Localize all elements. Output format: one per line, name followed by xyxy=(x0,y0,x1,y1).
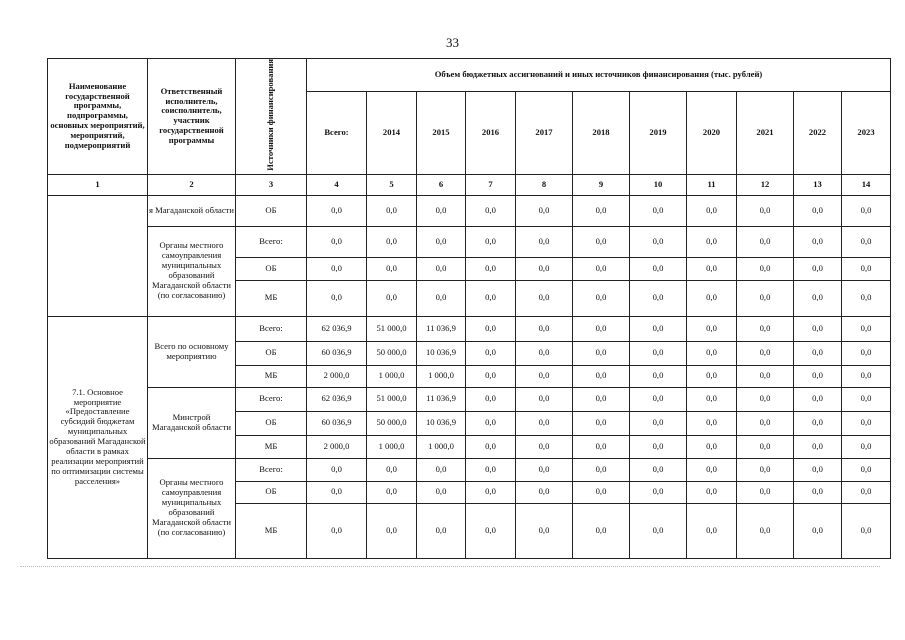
amount-cell: 0,0 xyxy=(842,226,891,257)
header-year-2022: 2022 xyxy=(794,92,842,175)
amount-cell: 0,0 xyxy=(466,503,516,558)
header-year-2017: 2017 xyxy=(516,92,573,175)
amount-cell: 0,0 xyxy=(687,365,737,387)
amount-cell: 0,0 xyxy=(516,226,573,257)
amount-cell: 0,0 xyxy=(630,387,687,411)
amount-cell: 0,0 xyxy=(842,503,891,558)
funding-source-cell: МБ xyxy=(236,503,307,558)
amount-cell: 0,0 xyxy=(737,341,794,365)
amount-cell: 0,0 xyxy=(367,503,417,558)
amount-cell: 0,0 xyxy=(630,226,687,257)
amount-cell: 0,0 xyxy=(737,481,794,503)
amount-cell: 0,0 xyxy=(417,481,466,503)
amount-cell: 0,0 xyxy=(466,387,516,411)
amount-cell: 0,0 xyxy=(516,411,573,435)
amount-cell: 1 000,0 xyxy=(417,365,466,387)
amount-cell: 0,0 xyxy=(842,316,891,341)
amount-cell: 0,0 xyxy=(794,316,842,341)
amount-cell: 11 036,9 xyxy=(417,387,466,411)
amount-cell: 51 000,0 xyxy=(367,387,417,411)
amount-cell: 0,0 xyxy=(573,341,630,365)
amount-cell: 0,0 xyxy=(516,435,573,458)
amount-cell: 0,0 xyxy=(417,257,466,280)
amount-cell: 0,0 xyxy=(367,226,417,257)
column-number: 11 xyxy=(687,174,737,195)
header-year-2019: 2019 xyxy=(630,92,687,175)
amount-cell: 10 036,9 xyxy=(417,341,466,365)
amount-cell: 0,0 xyxy=(794,411,842,435)
funding-source-cell: Всего: xyxy=(236,458,307,481)
amount-cell: 0,0 xyxy=(516,341,573,365)
amount-cell: 0,0 xyxy=(573,411,630,435)
amount-cell: 0,0 xyxy=(573,435,630,458)
column-number: 14 xyxy=(842,174,891,195)
amount-cell: 0,0 xyxy=(794,226,842,257)
responsible-cell: Минстрой Магаданской области xyxy=(148,387,236,458)
amount-cell: 0,0 xyxy=(516,503,573,558)
amount-cell: 0,0 xyxy=(737,195,794,226)
header-volume: Объем бюджетных ассигнований и иных источников финансирования (тыс. рублей) xyxy=(307,59,891,92)
amount-cell: 0,0 xyxy=(737,257,794,280)
amount-cell: 0,0 xyxy=(466,195,516,226)
table-row xyxy=(48,316,891,341)
column-number: 1 xyxy=(48,174,148,195)
amount-cell: 0,0 xyxy=(630,316,687,341)
amount-cell: 0,0 xyxy=(794,365,842,387)
amount-cell: 0,0 xyxy=(307,503,367,558)
amount-cell: 0,0 xyxy=(842,341,891,365)
column-number: 5 xyxy=(367,174,417,195)
amount-cell: 0,0 xyxy=(842,411,891,435)
amount-cell: 0,0 xyxy=(842,458,891,481)
amount-cell: 60 036,9 xyxy=(307,341,367,365)
amount-cell: 0,0 xyxy=(516,481,573,503)
amount-cell: 0,0 xyxy=(367,458,417,481)
amount-cell: 0,0 xyxy=(687,481,737,503)
funding-source-cell: МБ xyxy=(236,365,307,387)
amount-cell: 0,0 xyxy=(794,503,842,558)
amount-cell: 0,0 xyxy=(794,341,842,365)
amount-cell: 0,0 xyxy=(573,458,630,481)
amount-cell: 0,0 xyxy=(687,458,737,481)
responsible-cell: Органы местного самоуправления муниципальных образований Магаданской области (по согласованию) xyxy=(148,226,236,316)
amount-cell: 62 036,9 xyxy=(307,387,367,411)
amount-cell: 0,0 xyxy=(737,435,794,458)
budget-table xyxy=(47,58,891,559)
amount-cell: 0,0 xyxy=(516,280,573,316)
amount-cell: 0,0 xyxy=(307,481,367,503)
amount-cell: 0,0 xyxy=(630,435,687,458)
funding-source-cell: ОБ xyxy=(236,195,307,226)
amount-cell: 0,0 xyxy=(367,481,417,503)
column-number: 7 xyxy=(466,174,516,195)
header-sources-label: Источники финансирования xyxy=(265,59,276,171)
header-total: Всего: xyxy=(307,92,367,175)
amount-cell: 0,0 xyxy=(307,458,367,481)
column-number: 9 xyxy=(573,174,630,195)
column-number: 13 xyxy=(794,174,842,195)
amount-cell: 0,0 xyxy=(737,387,794,411)
amount-cell: 10 036,9 xyxy=(417,411,466,435)
amount-cell: 0,0 xyxy=(737,316,794,341)
amount-cell: 0,0 xyxy=(466,435,516,458)
header-year-2015: 2015 xyxy=(417,92,466,175)
amount-cell: 0,0 xyxy=(516,257,573,280)
amount-cell: 0,0 xyxy=(794,387,842,411)
amount-cell: 0,0 xyxy=(842,280,891,316)
amount-cell: 0,0 xyxy=(466,481,516,503)
amount-cell: 0,0 xyxy=(687,280,737,316)
amount-cell: 0,0 xyxy=(307,195,367,226)
header-year-2020: 2020 xyxy=(687,92,737,175)
header-year-2023: 2023 xyxy=(842,92,891,175)
responsible-cell: Всего по основному мероприятию xyxy=(148,316,236,387)
amount-cell: 0,0 xyxy=(842,481,891,503)
page-number: 33 xyxy=(446,35,459,50)
funding-source-cell: ОБ xyxy=(236,257,307,280)
amount-cell: 0,0 xyxy=(417,280,466,316)
amount-cell: 0,0 xyxy=(687,411,737,435)
amount-cell: 0,0 xyxy=(687,435,737,458)
amount-cell: 60 036,9 xyxy=(307,411,367,435)
table-row xyxy=(48,195,891,226)
funding-source-cell: Всего: xyxy=(236,387,307,411)
column-number: 8 xyxy=(516,174,573,195)
amount-cell: 0,0 xyxy=(417,195,466,226)
measure-name-cell xyxy=(48,195,148,316)
amount-cell: 0,0 xyxy=(630,481,687,503)
amount-cell: 0,0 xyxy=(573,257,630,280)
column-number: 2 xyxy=(148,174,236,195)
amount-cell: 0,0 xyxy=(417,226,466,257)
amount-cell: 0,0 xyxy=(842,257,891,280)
amount-cell: 0,0 xyxy=(737,458,794,481)
amount-cell: 11 036,9 xyxy=(417,316,466,341)
amount-cell: 0,0 xyxy=(737,365,794,387)
amount-cell: 0,0 xyxy=(573,387,630,411)
amount-cell: 0,0 xyxy=(630,341,687,365)
amount-cell: 0,0 xyxy=(794,435,842,458)
funding-source-cell: МБ xyxy=(236,280,307,316)
header-year-2018: 2018 xyxy=(573,92,630,175)
amount-cell: 0,0 xyxy=(573,195,630,226)
amount-cell: 0,0 xyxy=(573,503,630,558)
amount-cell: 0,0 xyxy=(516,387,573,411)
column-number: 12 xyxy=(737,174,794,195)
amount-cell: 0,0 xyxy=(466,458,516,481)
amount-cell: 0,0 xyxy=(630,503,687,558)
amount-cell: 0,0 xyxy=(516,458,573,481)
amount-cell: 2 000,0 xyxy=(307,435,367,458)
amount-cell: 0,0 xyxy=(367,280,417,316)
amount-cell: 0,0 xyxy=(573,316,630,341)
header-sources xyxy=(236,59,307,175)
amount-cell: 0,0 xyxy=(687,226,737,257)
amount-cell: 0,0 xyxy=(466,341,516,365)
header-year-2014: 2014 xyxy=(367,92,417,175)
amount-cell: 0,0 xyxy=(630,257,687,280)
amount-cell: 0,0 xyxy=(842,387,891,411)
amount-cell: 0,0 xyxy=(737,226,794,257)
amount-cell: 0,0 xyxy=(573,280,630,316)
amount-cell: 0,0 xyxy=(307,280,367,316)
amount-cell: 0,0 xyxy=(794,458,842,481)
amount-cell: 0,0 xyxy=(466,411,516,435)
scan-artifact-line xyxy=(20,566,880,568)
amount-cell: 0,0 xyxy=(466,365,516,387)
column-number: 4 xyxy=(307,174,367,195)
amount-cell: 0,0 xyxy=(630,365,687,387)
amount-cell: 0,0 xyxy=(573,481,630,503)
amount-cell: 0,0 xyxy=(307,226,367,257)
amount-cell: 0,0 xyxy=(466,280,516,316)
amount-cell: 51 000,0 xyxy=(367,316,417,341)
amount-cell: 1 000,0 xyxy=(417,435,466,458)
column-number: 3 xyxy=(236,174,307,195)
funding-source-cell: МБ xyxy=(236,435,307,458)
amount-cell: 0,0 xyxy=(794,481,842,503)
amount-cell: 0,0 xyxy=(842,435,891,458)
amount-cell: 0,0 xyxy=(687,503,737,558)
table-row xyxy=(48,387,891,411)
amount-cell: 0,0 xyxy=(687,257,737,280)
amount-cell: 0,0 xyxy=(630,411,687,435)
funding-source-cell: Всего: xyxy=(236,316,307,341)
amount-cell: 2 000,0 xyxy=(307,365,367,387)
amount-cell: 50 000,0 xyxy=(367,411,417,435)
header-year-2021: 2021 xyxy=(737,92,794,175)
funding-source-cell: Всего: xyxy=(236,226,307,257)
column-number: 6 xyxy=(417,174,466,195)
amount-cell: 0,0 xyxy=(630,195,687,226)
amount-cell: 0,0 xyxy=(737,503,794,558)
amount-cell: 0,0 xyxy=(794,257,842,280)
amount-cell: 1 000,0 xyxy=(367,435,417,458)
amount-cell: 0,0 xyxy=(307,257,367,280)
responsible-cell: я Магаданской области xyxy=(148,195,236,226)
responsible-cell: Органы местного самоуправления муниципальных образований Магаданской области (по согласованию) xyxy=(148,458,236,558)
amount-cell: 1 000,0 xyxy=(367,365,417,387)
amount-cell: 0,0 xyxy=(737,280,794,316)
amount-cell: 0,0 xyxy=(630,280,687,316)
amount-cell: 0,0 xyxy=(466,257,516,280)
funding-source-cell: ОБ xyxy=(236,481,307,503)
table-row xyxy=(48,226,891,257)
header-name: Наименование государственной программы, подпрограммы, основных мероприятий, мероприятий, подмероприятий xyxy=(48,59,148,175)
amount-cell: 0,0 xyxy=(516,316,573,341)
amount-cell: 0,0 xyxy=(573,226,630,257)
amount-cell: 50 000,0 xyxy=(367,341,417,365)
amount-cell: 0,0 xyxy=(630,458,687,481)
amount-cell: 0,0 xyxy=(687,341,737,365)
funding-source-cell: ОБ xyxy=(236,341,307,365)
funding-source-cell: ОБ xyxy=(236,411,307,435)
amount-cell: 0,0 xyxy=(417,503,466,558)
amount-cell: 0,0 xyxy=(516,365,573,387)
amount-cell: 0,0 xyxy=(737,411,794,435)
amount-cell: 0,0 xyxy=(516,195,573,226)
table-row xyxy=(48,458,891,481)
amount-cell: 0,0 xyxy=(417,458,466,481)
header-responsible: Ответственный исполнитель, соисполнитель, участник государственной программы xyxy=(148,59,236,175)
amount-cell: 0,0 xyxy=(842,195,891,226)
amount-cell: 0,0 xyxy=(367,257,417,280)
amount-cell: 0,0 xyxy=(573,365,630,387)
amount-cell: 0,0 xyxy=(687,316,737,341)
amount-cell: 0,0 xyxy=(687,195,737,226)
amount-cell: 0,0 xyxy=(367,195,417,226)
amount-cell: 0,0 xyxy=(466,226,516,257)
amount-cell: 0,0 xyxy=(842,365,891,387)
column-number: 10 xyxy=(630,174,687,195)
amount-cell: 62 036,9 xyxy=(307,316,367,341)
amount-cell: 0,0 xyxy=(466,316,516,341)
header-year-2016: 2016 xyxy=(466,92,516,175)
measure-name-cell: 7.1. Основное мероприятие «Предоставление субсидий бюджетам муниципальных образований Магаданской области в рамках реализации мероприятий по оптимизации системы расселения» xyxy=(48,316,148,558)
amount-cell: 0,0 xyxy=(687,387,737,411)
amount-cell: 0,0 xyxy=(794,195,842,226)
amount-cell: 0,0 xyxy=(794,280,842,316)
